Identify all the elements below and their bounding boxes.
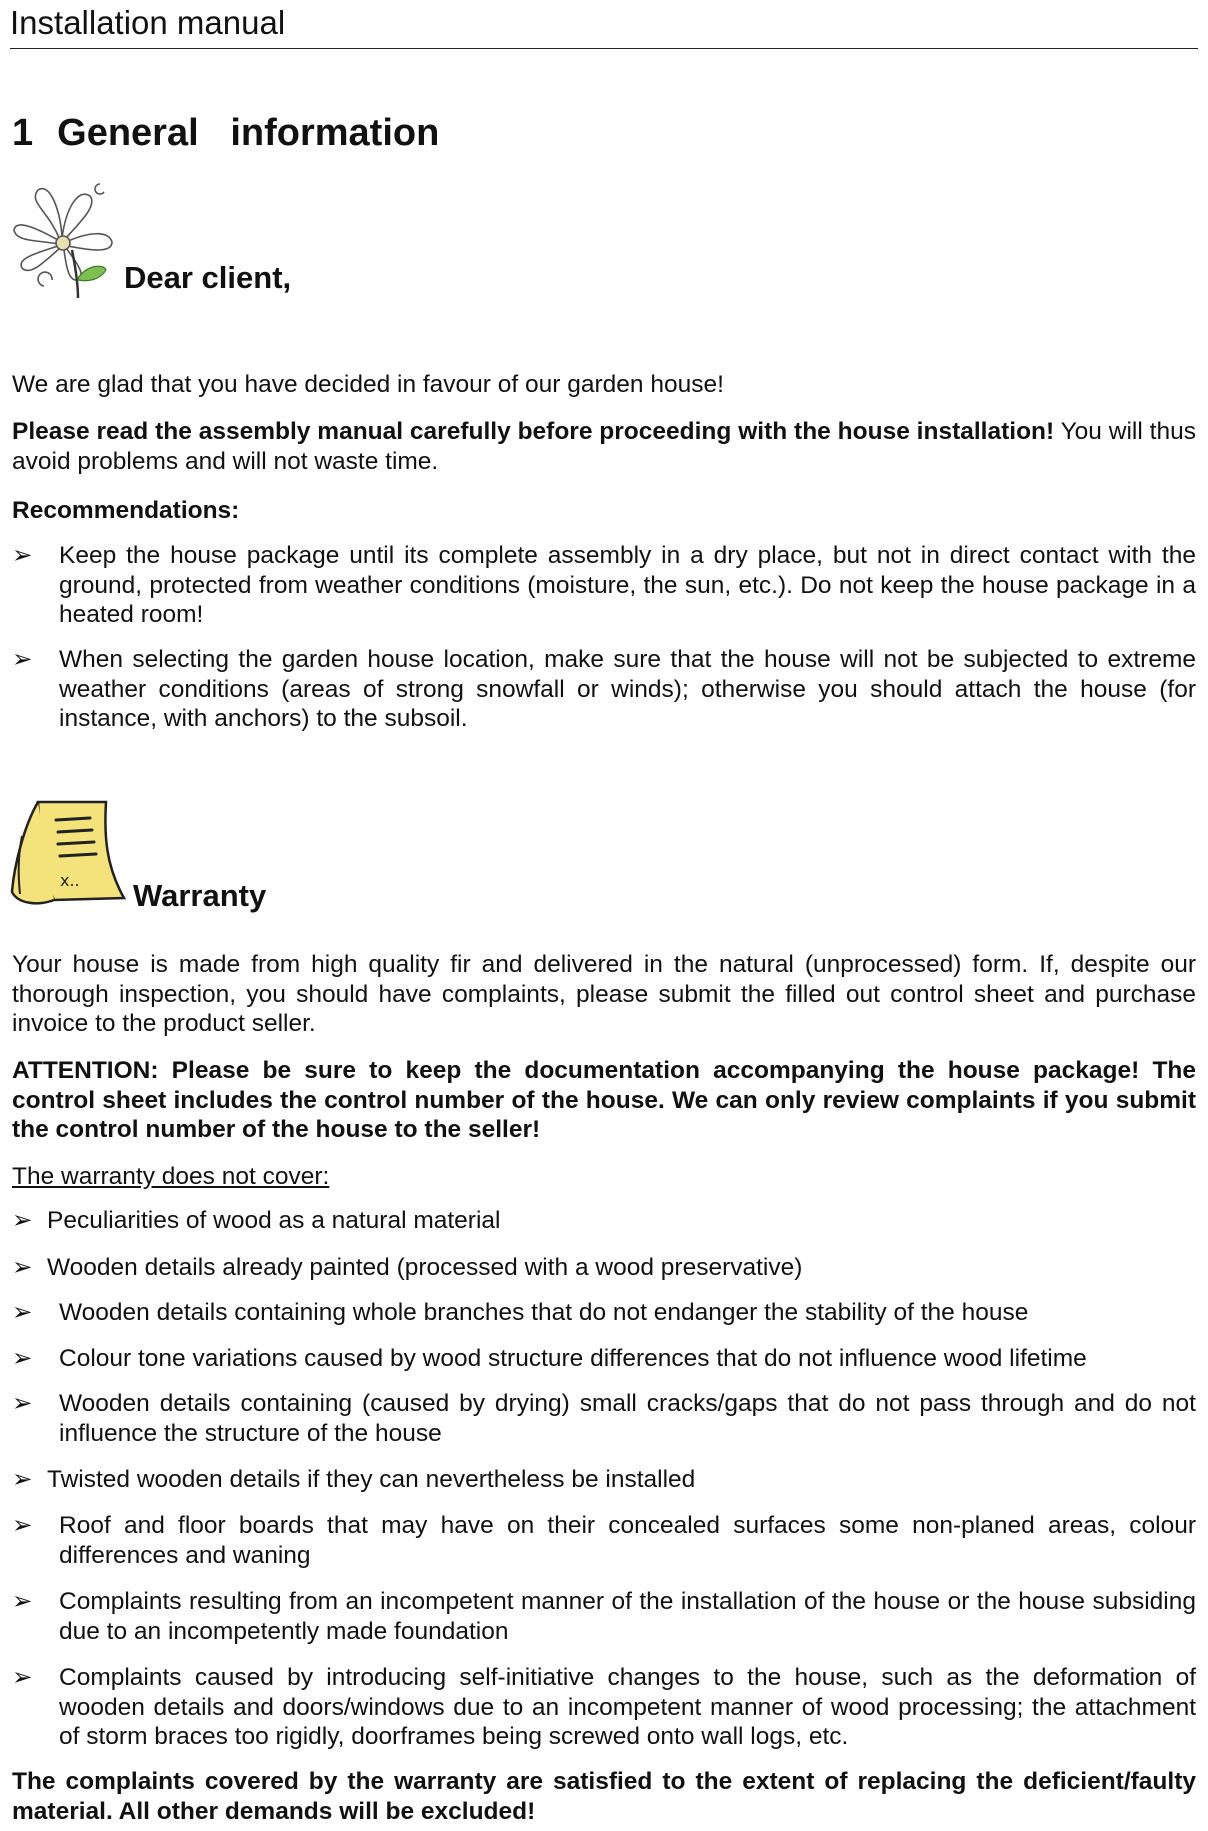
section-heading — [12, 112, 439, 155]
not-cover-heading: The warranty does not cover: — [12, 1163, 330, 1190]
page-header — [10, 4, 1198, 49]
intro-paragraph: We are glad that you have decided in favour of our garden house! — [12, 371, 724, 398]
not-cover-text: Complaints resulting from an incompetent manner of the installation of the house or the house subsiding due to an incompetently made foundation — [59, 1588, 1196, 1645]
arrow-bullet-icon: ➢ — [12, 646, 33, 673]
arrow-bullet-icon: ➢ — [12, 542, 33, 569]
read-notice-bold: Please read the assembly manual carefully before proceeding with the house installation! — [12, 418, 1055, 445]
warranty-paragraph: Your house is made from high quality fir and delivered in the natural (unprocessed) form. If, despite our thorough inspection, you should have complaints, please submit the filled out control sheet and purchase invoice to the product seller. — [12, 951, 1196, 1037]
arrow-bullet-icon: ➢ — [12, 1207, 33, 1234]
warranty-title: Warranty — [133, 878, 267, 913]
recommendation-text: Keep the house package until its complete assembly in a dry place, but not in direct contact with the ground, protected from weather conditions (moisture, the sun, etc.). Do not keep the house package in a heated room! — [59, 542, 1196, 628]
header-title: Installation manual — [10, 4, 286, 41]
not-cover-text: Wooden details containing (caused by drying) small cracks/gaps that do not pass through and do not influence the structure of the house — [59, 1390, 1196, 1447]
recommendation-text: When selecting the garden house location, make sure that the house will not be subjected to extreme weather conditions (areas of strong snowfall or winds); otherwise you should attach the house (for instance, with anchors) to the subsoil. — [59, 646, 1196, 732]
arrow-bullet-icon: ➢ — [12, 1390, 33, 1417]
arrow-bullet-icon: ➢ — [12, 1299, 33, 1326]
arrow-bullet-icon: ➢ — [12, 1254, 33, 1281]
document-scroll-icon — [8, 796, 126, 908]
arrow-bullet-icon: ➢ — [12, 1466, 33, 1493]
arrow-bullet-icon: ➢ — [12, 1588, 33, 1615]
not-cover-text: Twisted wooden details if they can nevertheless be installed — [47, 1466, 696, 1493]
not-cover-text: Colour tone variations caused by wood structure differences that do not influence wood lifetime — [59, 1345, 1087, 1372]
closing-paragraph: The complaints covered by the warranty are satisfied to the extent of replacing the deficient/faulty material. All other demands will be excluded! — [12, 1768, 1196, 1825]
not-cover-text: Wooden details containing whole branches that do not endanger the stability of the house — [59, 1299, 1029, 1326]
arrow-bullet-icon: ➢ — [12, 1512, 33, 1539]
attention-paragraph: ATTENTION: Please be sure to keep the documentation accompanying the house package! The control sheet includes the control number of the house. We can only review complaints if you submit the control number of the house to the seller! — [12, 1057, 1196, 1143]
not-cover-text: Roof and floor boards that may have on their concealed surfaces some non-planed areas, colour differences and waning — [59, 1512, 1196, 1569]
not-cover-text: Wooden details already painted (processed with a wood preservative) — [47, 1254, 803, 1281]
read-notice-paragraph — [12, 417, 1196, 476]
arrow-bullet-icon: ➢ — [12, 1345, 33, 1372]
greeting: Dear client, — [124, 260, 292, 295]
recommendations-heading: Recommendations: — [12, 497, 240, 524]
not-cover-text: Complaints caused by introducing self-initiative changes to the house, such as the deformation of wooden details and doors/windows due to an incompetent manner of wood processing; the attachment of storm braces too rigidly, doorframes being screwed onto wall logs, etc. — [59, 1664, 1196, 1750]
daisy-flower-icon — [8, 180, 118, 298]
not-cover-text: Peculiarities of wood as a natural material — [47, 1207, 501, 1234]
svg-text:x..: x.. — [60, 871, 80, 890]
section-title: General information — [57, 112, 440, 154]
arrow-bullet-icon: ➢ — [12, 1664, 33, 1691]
read-notice-rest: You will thus avoid problems and will not waste time. — [12, 418, 1196, 475]
section-number: 1 — [12, 112, 34, 154]
